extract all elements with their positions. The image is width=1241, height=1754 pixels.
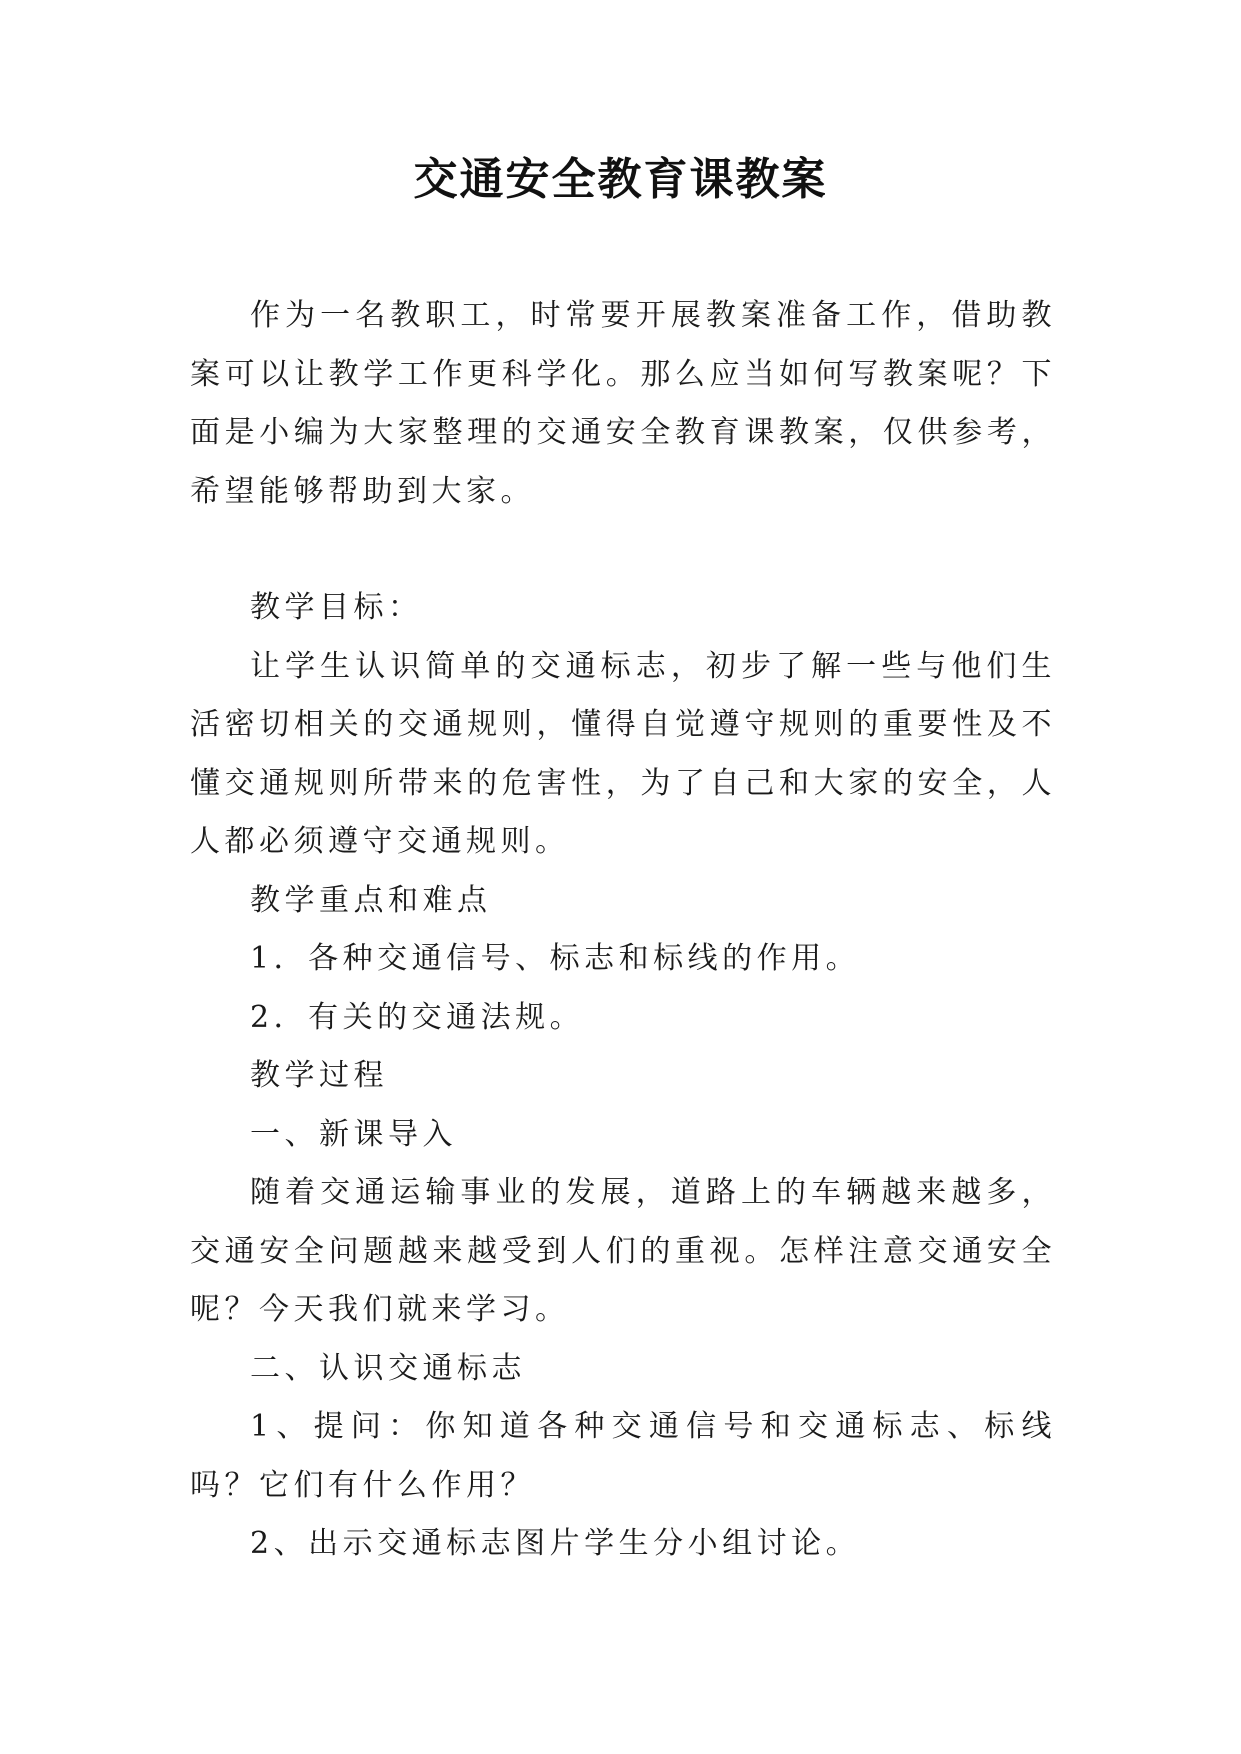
key-point-item: 2．有关的交通法规。 — [250, 999, 585, 1035]
body-paragraph: 随着交通运输事业的发展，道路上的车辆越来越多，交通安全问题越来越受到人们的重视。怎样注意交通安全呢？今天我们就来学习。 — [190, 1175, 1056, 1327]
body-paragraph: 2、出示交通标志图片学生分小组讨论。 — [250, 1526, 861, 1561]
document-body — [190, 287, 1056, 1574]
subsection-heading: 二、认识交通标志 — [250, 1350, 526, 1386]
paragraph-gap — [190, 521, 1056, 579]
body-paragraph: 1、提问：你知道各种交通信号和交通标志、标线吗？它们有什么作用？ — [190, 1409, 1056, 1503]
key-point-item: 1．各种交通信号、标志和标线的作用。 — [250, 941, 861, 976]
subsection-heading: 一、新课导入 — [250, 1116, 457, 1152]
section-heading-goals: 教学目标： — [250, 590, 423, 625]
section-heading-process: 教学过程 — [250, 1058, 388, 1093]
goals-paragraph: 让学生认识简单的交通标志，初步了解一些与他们生活密切相关的交通规则，懂得自觉遵守规则的重要性及不懂交通规则所带来的危害性，为了自己和大家的安全，人人都必须遵守交通规则。 — [190, 648, 1056, 859]
intro-paragraph: 作为一名教职工，时常要开展教案准备工作，借助教案可以让教学工作更科学化。那么应当如何写教案呢？下面是小编为大家整理的交通安全教育课教案，仅供参考，希望能够帮助到大家。 — [190, 298, 1056, 509]
section-heading-key-points: 教学重点和难点 — [250, 882, 492, 918]
document-title: 交通安全教育课教案 — [413, 154, 828, 205]
